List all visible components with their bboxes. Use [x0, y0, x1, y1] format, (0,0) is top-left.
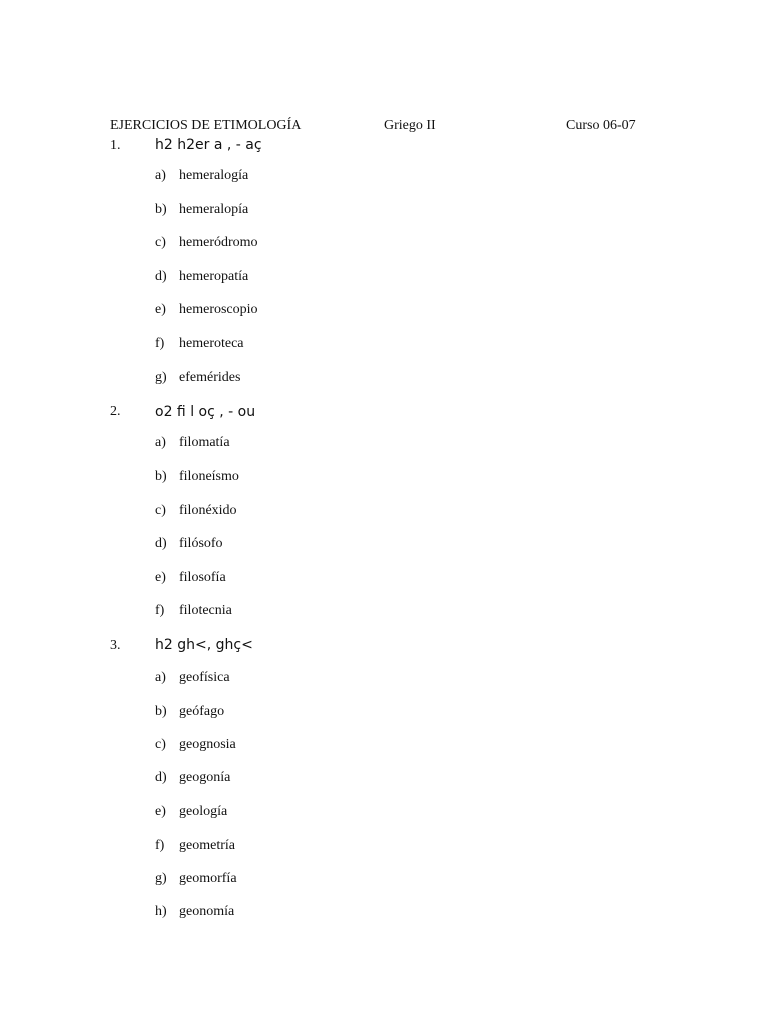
item-word: geognosia	[179, 737, 236, 752]
list-item	[155, 770, 230, 786]
item-letter: c)	[155, 235, 166, 250]
item-letter: c)	[155, 503, 166, 518]
item-letter: d)	[155, 770, 167, 785]
greek-root: h2 gh<, ghç<	[155, 637, 253, 653]
item-letter: e)	[155, 804, 166, 819]
list-item	[155, 737, 236, 753]
list-item	[155, 536, 223, 552]
item-word: geofísica	[179, 670, 230, 685]
item-word: filoneísmo	[179, 469, 239, 484]
item-word: hemeroteca	[179, 336, 244, 351]
exercise-number: 1.	[110, 138, 121, 153]
course-label: Curso 06-07	[566, 118, 636, 133]
item-letter: b)	[155, 704, 167, 719]
item-letter: f)	[155, 603, 165, 618]
item-word: hemeralopía	[179, 202, 249, 217]
list-item	[155, 302, 258, 318]
item-word: hemeródromo	[179, 235, 258, 250]
list-item	[155, 838, 235, 854]
list-item	[155, 469, 239, 485]
item-letter: h)	[155, 904, 167, 919]
greek-root: o2 fi l oç , - ou	[155, 404, 256, 420]
item-letter: e)	[155, 570, 166, 585]
item-word: filonéxido	[179, 503, 237, 518]
item-letter: b)	[155, 202, 167, 217]
list-item	[155, 871, 237, 887]
list-item	[155, 603, 232, 619]
item-letter: b)	[155, 469, 167, 484]
item-letter: d)	[155, 536, 167, 551]
item-letter: d)	[155, 269, 167, 284]
document-header	[110, 118, 670, 138]
item-letter: a)	[155, 435, 166, 450]
item-letter: c)	[155, 737, 166, 752]
list-item	[155, 168, 248, 184]
item-word: filotecnia	[179, 603, 232, 618]
list-item	[155, 904, 234, 920]
item-letter: a)	[155, 670, 166, 685]
item-letter: g)	[155, 871, 167, 886]
list-item	[155, 370, 240, 386]
item-word: filomatía	[179, 435, 230, 450]
item-letter: f)	[155, 838, 165, 853]
subject-label: Griego II	[384, 118, 436, 133]
list-item	[155, 670, 230, 686]
list-item	[155, 336, 244, 352]
item-word: geogonía	[179, 770, 231, 785]
item-letter: a)	[155, 168, 166, 183]
item-word: filósofo	[179, 536, 223, 551]
list-item	[155, 435, 230, 451]
item-word: geometría	[179, 838, 235, 853]
item-word: hemeropatía	[179, 269, 249, 284]
item-word: hemeroscopio	[179, 302, 258, 317]
list-item	[155, 704, 224, 720]
item-word: geófago	[179, 704, 225, 719]
list-item	[155, 503, 237, 519]
item-word: filosofía	[179, 570, 226, 585]
item-word: hemeralogía	[179, 168, 249, 183]
list-item	[155, 570, 226, 586]
list-item	[155, 269, 248, 285]
exercise-number: 2.	[110, 404, 121, 419]
item-word: geología	[179, 804, 228, 819]
item-letter: f)	[155, 336, 165, 351]
list-item	[155, 202, 248, 218]
greek-root: h2 h2er a , - aç	[155, 137, 262, 153]
exercise-number: 3.	[110, 638, 121, 653]
item-letter: e)	[155, 302, 166, 317]
item-word: geomorfía	[179, 871, 237, 886]
item-letter: g)	[155, 370, 167, 385]
item-word: geonomía	[179, 904, 235, 919]
item-word: efemérides	[179, 370, 241, 385]
list-item	[155, 235, 258, 251]
document-title: EJERCICIOS DE ETIMOLOGÍA	[110, 118, 302, 133]
list-item	[155, 804, 227, 820]
